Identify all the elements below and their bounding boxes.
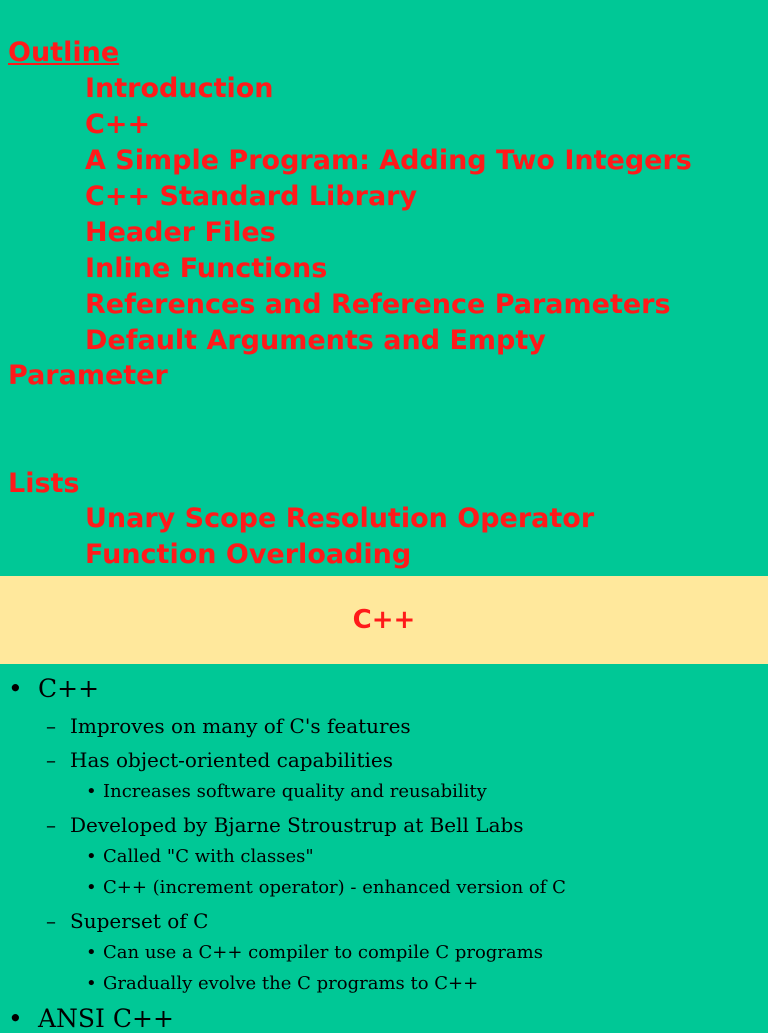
dash-icon: – — [46, 714, 56, 738]
outline-item: Default Arguments and Empty — [85, 325, 546, 356]
section-title: C++ — [352, 605, 416, 635]
bullet-level-3 — [86, 846, 314, 867]
bullet-dot-icon: • — [86, 846, 97, 867]
bullet-level-1 — [8, 1004, 174, 1033]
bullet-text: Improves on many of C's features — [70, 714, 411, 738]
bullet-text: Can use a C++ compiler to compile C programs — [103, 942, 543, 963]
outline-item: C++ — [85, 109, 151, 140]
bullet-dot-icon: • — [86, 877, 97, 898]
bullet-dot-icon: • — [8, 1004, 23, 1033]
bullet-level-1 — [8, 674, 99, 703]
bullet-level-2 — [46, 748, 393, 772]
bullet-level-2 — [46, 909, 208, 933]
bullet-level-2 — [46, 714, 411, 738]
bullet-dot-icon: • — [8, 674, 23, 703]
bullet-dot-icon: • — [86, 973, 97, 994]
outline-item: Function Overloading — [85, 539, 412, 570]
section-title-band — [0, 576, 768, 664]
bullet-level-3 — [86, 942, 543, 963]
outline-item: Introduction — [85, 73, 274, 104]
dash-icon: – — [46, 748, 56, 772]
bullet-text: ANSI C++ — [38, 1004, 174, 1033]
bullet-dot-icon: • — [86, 942, 97, 963]
bullet-text: Gradually evolve the C programs to C++ — [103, 973, 479, 994]
bullet-text: Called "C with classes" — [103, 846, 314, 867]
bullet-text: Has object-oriented capabilities — [70, 748, 393, 772]
outline-item-wrap: Parameter — [8, 360, 168, 391]
bullet-text: C++ — [38, 674, 100, 703]
bullet-level-3 — [86, 877, 566, 898]
bullet-level-3 — [86, 973, 478, 994]
slide-body — [0, 664, 768, 1033]
outline-item: Inline Functions — [85, 253, 328, 284]
bullet-text: Superset of C — [70, 909, 209, 933]
outline-item: Unary Scope Resolution Operator — [85, 503, 595, 534]
outline-item: Header Files — [85, 217, 276, 248]
outline-item: C++ Standard Library — [85, 181, 418, 212]
outline-item: A Simple Program: Adding Two Integers — [85, 145, 692, 176]
bullet-text: Developed by Bjarne Stroustrup at Bell Labs — [70, 813, 524, 837]
outline-item: References and Reference Parameters — [85, 289, 671, 320]
dash-icon: – — [46, 909, 56, 933]
bullet-text: Increases software quality and reusability — [103, 781, 487, 802]
bullet-level-3 — [86, 781, 487, 802]
bullet-level-2 — [46, 813, 524, 837]
bullet-dot-icon: • — [86, 781, 97, 802]
outline-title: Outline — [8, 37, 120, 68]
dash-icon: – — [46, 813, 56, 837]
bullet-text: C++ (increment operator) - enhanced version of C — [103, 877, 566, 898]
outline-item-wrap: Lists — [8, 468, 80, 499]
